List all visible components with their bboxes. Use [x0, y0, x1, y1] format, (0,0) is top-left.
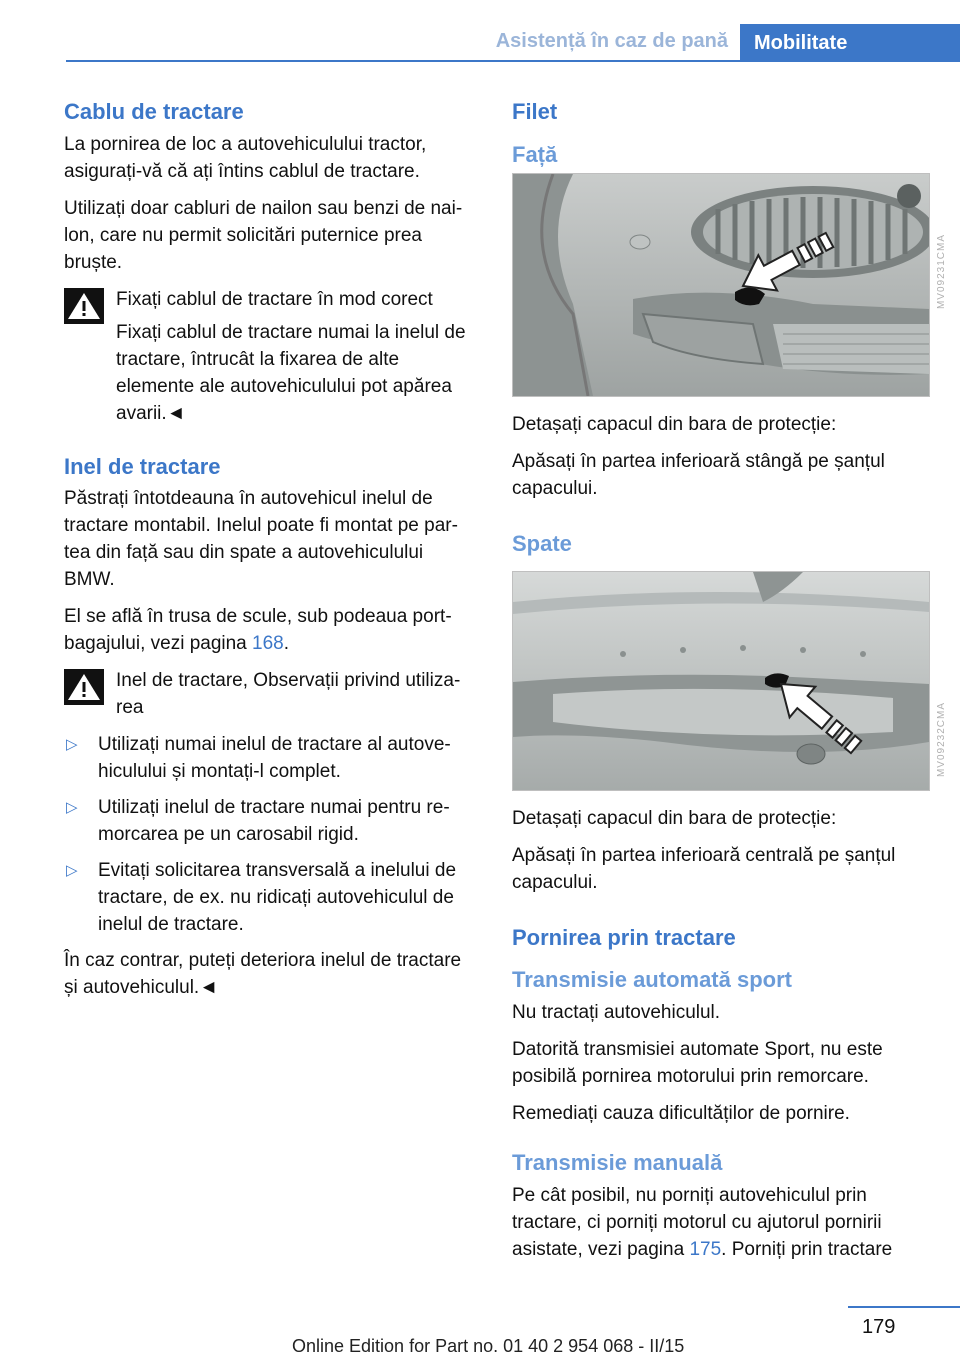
section-title-towing-eye: Inel de tractare [64, 453, 221, 479]
header-chapter-tab: Mobilitate [740, 24, 960, 62]
list-item-text: Utilizați numai inelul de tractare al autovehiculului și montați-l complet. [98, 734, 451, 783]
paragraph: În caz contrar, puteți deteriora inelul de tractare și autovehiculul.◄ [64, 950, 462, 999]
paragraph: Remediați cauza dificultăților de pornire. [512, 1102, 850, 1124]
header-rule [66, 60, 960, 62]
paragraph: Datorită transmisiei automate Sport, nu este posibilă pornirea motorului prin remorcare. [512, 1038, 883, 1087]
section-title-tow-start: Pornirea prin tractare [512, 924, 736, 950]
subsection-title-front: Față [512, 141, 558, 167]
image-code: MV09231CMA [936, 234, 947, 310]
paragraph: Păstrați întotdeauna în autovehicul inelul de tractare montabil. Inelul poate fi montat pe partea din față sau din spate a autovehiculului BMW. [64, 488, 458, 591]
header-section-title: Asistență în caz de pană [495, 30, 728, 52]
paragraph: Nu tractați autovehiculul. [512, 1001, 721, 1023]
list-item [64, 731, 478, 785]
warning-title: Inel de tractare, Observații privind utilizarea [116, 670, 461, 719]
footer-rule [848, 1306, 960, 1308]
section-title-towing-cable: Cablu de tractare [64, 99, 244, 124]
paragraph-text: . [283, 633, 290, 655]
right-column [512, 98, 947, 1273]
page-link-168[interactable]: 168 [252, 633, 284, 655]
warning-triangle-icon [64, 669, 104, 705]
warning-body-text: Fixați cablul de tractare numai la inelul de tractare, întrucât la fixarea de alte elemente ale autovehiculului pot apărea avarii.◄ [116, 321, 466, 424]
triangle-bullet-icon: ▷ [66, 736, 78, 754]
paragraph [512, 1182, 932, 1263]
paragraph-text: Pe cât posibil, nu porniți autovehiculul prin tractare, ci porniți motorul cu ajutorul pornirii asistate, vezi pagina [512, 1184, 882, 1260]
list-item [64, 794, 478, 848]
triangle-bullet-icon: ▷ [66, 799, 78, 817]
subsection-title-manual: Transmisie manuală [512, 1149, 723, 1175]
list-item-text: Utilizați inelul de tractare numai pentru remorcarea pe un carosabil rigid. [98, 797, 450, 846]
list-item-text: Evitați solicitarea transversală a inelului de tractare, de ex. nu ridicați autovehiculul de inelul de tractare. [98, 860, 457, 936]
footer-edition: Online Edition for Part no. 01 40 2 954 068 - II/15 [292, 1336, 685, 1356]
paragraph: Utilizați doar cabluri de nailon sau benzi de nailon, care nu permit solicitări puternice prea bruște. [64, 197, 463, 273]
paragraph: Detașați capacul din bara de protecție: [512, 807, 837, 829]
page-link-175[interactable]: 175 [689, 1238, 722, 1260]
bullet-list [64, 731, 478, 938]
paragraph: Apăsați în partea inferioară centrală pe șanțul capacului. [512, 844, 896, 893]
paragraph [64, 603, 478, 657]
paragraph: Apăsați în partea inferioară stângă pe șanțul capacului. [512, 451, 885, 500]
left-column [64, 98, 478, 1011]
triangle-bullet-icon: ▷ [66, 862, 78, 880]
front-bumper-illustration [512, 173, 947, 397]
section-title-thread: Filet [512, 99, 558, 124]
subsection-title-automatic: Transmisie automată sport [512, 967, 792, 993]
warning-triangle-icon [64, 288, 104, 324]
paragraph-text: El se află în trusa de scule, sub podeaua portbagajului, vezi pagina [64, 606, 452, 655]
paragraph: La pornirea de loc a autovehiculului tractor, asigurați-vă că ați întins cablul de tractare. [64, 133, 427, 182]
paragraph: Detașați capacul din bara de protecție: [512, 414, 837, 436]
warning-box [64, 286, 478, 427]
front-bumper-drawing [513, 174, 929, 396]
warning-title: Fixați cablul de tractare în mod corect [116, 288, 433, 310]
paragraph-text: . Porniți prin tractare [721, 1238, 893, 1260]
list-item [64, 857, 478, 938]
warning-box [64, 667, 478, 721]
rear-bumper-drawing [513, 572, 929, 790]
image-code: MV09232CMA [936, 701, 947, 777]
rear-bumper-illustration [512, 571, 947, 791]
subsection-title-rear: Spate [512, 531, 572, 557]
warning-body [64, 319, 478, 427]
page-number: 179 [862, 1316, 896, 1338]
